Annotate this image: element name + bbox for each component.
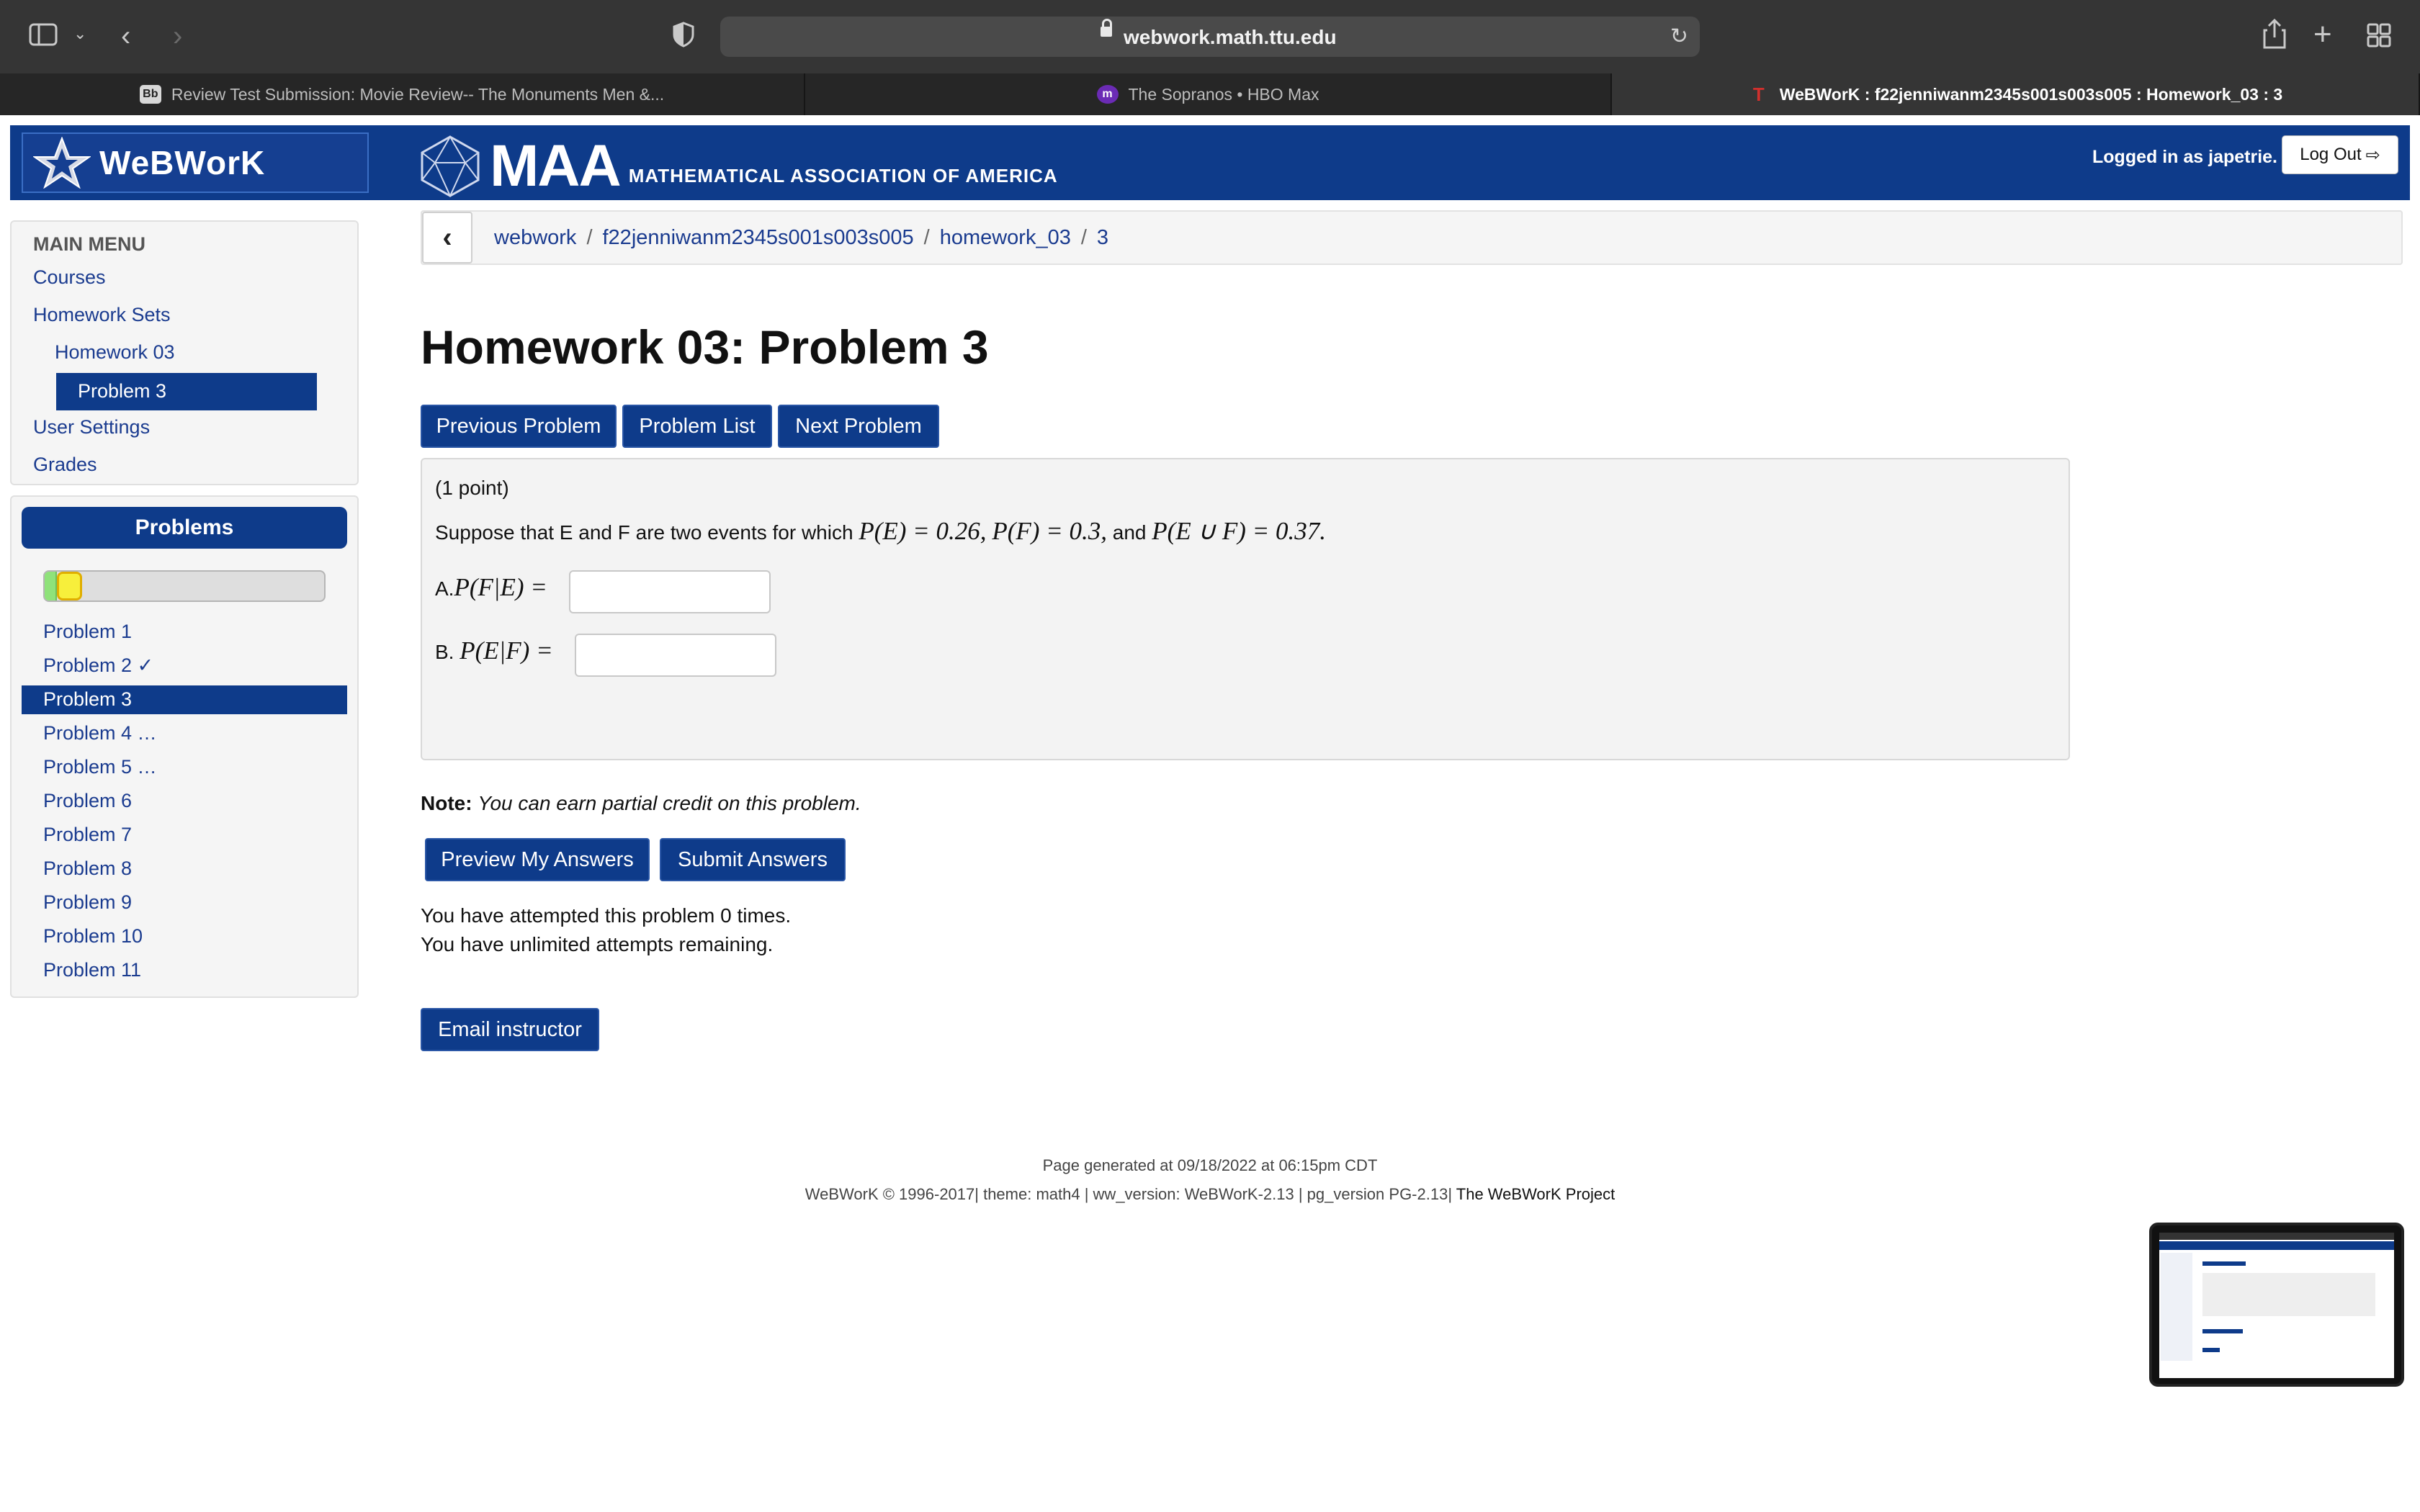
statement-and: and (1112, 521, 1147, 544)
logout-icon: ⇨ (2365, 145, 2380, 165)
url-text: webwork.math.ttu.edu (1124, 26, 1337, 48)
sidebar-toggle-icon[interactable] (29, 23, 58, 50)
address-bar[interactable] (720, 17, 1700, 57)
ttu-favicon-icon: T (1752, 83, 1765, 105)
attempts-remaining: You have unlimited attempts remaining. (421, 933, 774, 955)
page-generated-text: Page generated at 09/18/2022 at 06:15pm CDT (1042, 1156, 1378, 1174)
maa-full-name: MATHEMATICAL ASSOCIATION OF AMERICA (628, 165, 1058, 186)
thumbnail-button (2202, 1329, 2243, 1333)
thumbnail-sidebar (2161, 1253, 2192, 1361)
menu-item-problem-3[interactable]: Problem 3 (56, 373, 317, 410)
breadcrumb-course[interactable]: f22jenniwanm2345s001s003s005 (602, 226, 914, 249)
attempts-count: You have attempted this problem 0 times. (421, 904, 792, 927)
submit-answers-button[interactable]: Submit Answers (660, 838, 846, 881)
version-text: WeBWorK © 1996-2017| theme: math4 | ww_version: WeBWorK-2.13 | pg_version PG-2.13| (805, 1185, 1453, 1203)
chevron-left-icon: ‹ (442, 221, 452, 253)
breadcrumb-separator: / (923, 226, 930, 249)
breadcrumb-problem[interactable]: 3 (1096, 226, 1109, 249)
tab-overview-icon[interactable] (2367, 23, 2391, 52)
logout-label: Log Out (2300, 145, 2362, 164)
breadcrumb-webwork[interactable]: webwork (494, 226, 577, 249)
browser-toolbar (0, 0, 2420, 73)
reload-icon[interactable]: ↻ (1670, 24, 1688, 48)
tab-hbo-max[interactable] (805, 73, 1612, 115)
main-menu (10, 220, 359, 485)
menu-item-homework-03[interactable]: Homework 03 (55, 341, 175, 363)
menu-item-user-settings[interactable]: User Settings (33, 416, 151, 438)
thumbnail-problem-box (2202, 1273, 2375, 1316)
problem-list-item[interactable]: Problem 5 … (43, 756, 157, 778)
breadcrumb-separator: / (1080, 226, 1087, 249)
problem-list-item[interactable]: Problem 11 (43, 959, 142, 981)
thumbnail-preview-image (2159, 1233, 2394, 1378)
hbo-max-favicon-icon: m (1097, 85, 1119, 104)
problem-body (421, 458, 2070, 760)
problem-points: (1 point) (435, 477, 509, 499)
math-pf: P(F) = 0.3, (992, 517, 1107, 545)
part-b-expression: P(E|F) = (460, 636, 553, 665)
maa-logo-text: MAA (490, 133, 620, 199)
chevron-down-icon[interactable]: ⌄ (73, 24, 87, 42)
menu-item-grades[interactable]: Grades (33, 454, 97, 475)
part-a-expression: P(F|E) = (454, 573, 547, 601)
breadcrumb (421, 210, 2403, 265)
tab-title: Review Test Submission: Movie Review-- The Monuments Men &... (171, 84, 665, 104)
tab-webwork[interactable] (1612, 73, 2420, 115)
problem-list-item[interactable]: Problem 7 (43, 824, 133, 845)
menu-item-homework-sets[interactable]: Homework Sets (33, 304, 171, 325)
part-a-label (435, 573, 547, 602)
problem-list-item[interactable]: Problem 9 (43, 891, 133, 913)
preview-answers-button[interactable]: Preview My Answers (425, 838, 650, 881)
tab-title: The Sopranos • HBO Max (1128, 84, 1319, 104)
answer-b-input[interactable] (575, 634, 776, 677)
problem-list-item[interactable]: Problem 2 ✓ (43, 654, 154, 676)
breadcrumb-set[interactable]: homework_03 (939, 226, 1071, 249)
back-arrow-icon[interactable]: ‹ (121, 20, 131, 52)
new-tab-icon[interactable]: + (2313, 17, 2332, 52)
problem-list-item[interactable]: Problem 3 (22, 685, 347, 714)
problems-panel (10, 495, 359, 998)
tab-blackboard[interactable] (0, 73, 805, 115)
webwork-project-link[interactable]: The WeBWorK Project (1456, 1185, 1615, 1203)
progress-partial-segment (57, 572, 82, 600)
main-menu-title: MAIN MENU (33, 233, 145, 255)
problem-list-item[interactable]: Problem 1 (43, 621, 133, 642)
thumbnail-header (2159, 1241, 2394, 1250)
version-footer (0, 1185, 2420, 1204)
webwork-logo-text: WeBWorK (99, 144, 266, 181)
forward-arrow-icon[interactable]: › (173, 20, 183, 52)
back-button[interactable] (422, 212, 472, 264)
part-b-label (435, 636, 553, 665)
breadcrumb-trail (494, 226, 1108, 250)
part-a-letter: A. (435, 577, 454, 600)
thumbnail-toolbar (2159, 1233, 2394, 1240)
shield-icon[interactable] (673, 22, 694, 52)
problem-list-button[interactable]: Problem List (622, 405, 772, 448)
partial-credit-note (421, 792, 861, 815)
part-b-letter: B. (435, 641, 454, 663)
problem-list-item[interactable]: Problem 10 (43, 925, 143, 947)
thumbnail-button (2202, 1348, 2220, 1352)
breadcrumb-separator: / (586, 226, 593, 249)
webwork-logo[interactable] (22, 132, 369, 193)
thumbnail-button (2202, 1261, 2246, 1266)
page-title: Homework 03: Problem 3 (421, 320, 989, 374)
screenshot-thumbnail[interactable] (2149, 1223, 2404, 1387)
problems-title: Problems (22, 507, 347, 549)
problem-list-item[interactable]: Problem 6 (43, 790, 133, 811)
note-label: Note: (421, 792, 472, 814)
share-icon[interactable] (2262, 19, 2287, 53)
note-text: You can earn partial credit on this problem. (478, 792, 861, 814)
progress-correct-segment (45, 572, 57, 600)
tab-title: WeBWorK : f22jenniwanm2345s001s003s005 : Homework_03 : 3 (1779, 84, 2283, 104)
statement-text: Suppose that E and F are two events for which (435, 521, 853, 544)
blackboard-favicon-icon: Bb (140, 85, 161, 104)
email-instructor-button[interactable]: Email instructor (421, 1008, 599, 1051)
logout-button[interactable] (2282, 135, 2398, 174)
progress-bar (43, 570, 326, 602)
problem-list-item[interactable]: Problem 8 (43, 858, 133, 879)
webwork-star-icon (33, 137, 91, 189)
problem-list-item[interactable]: Problem 4 … (43, 722, 157, 744)
site-header (10, 125, 2410, 200)
previous-problem-button[interactable]: Previous Problem (421, 405, 617, 448)
menu-item-courses[interactable]: Courses (33, 266, 106, 288)
lock-icon (1101, 27, 1112, 37)
logged-in-text: Logged in as japetrie. (2092, 147, 2277, 167)
problem-statement (435, 517, 1326, 546)
answer-a-input[interactable] (569, 570, 771, 613)
math-pe: P(E) = 0.26, (859, 517, 987, 545)
math-peuf: P(E ∪ F) = 0.37. (1152, 517, 1326, 545)
next-problem-button[interactable]: Next Problem (778, 405, 939, 448)
tab-strip (0, 73, 2420, 115)
maa-icosahedron-icon (418, 134, 483, 197)
maa-logo[interactable] (418, 128, 1058, 197)
